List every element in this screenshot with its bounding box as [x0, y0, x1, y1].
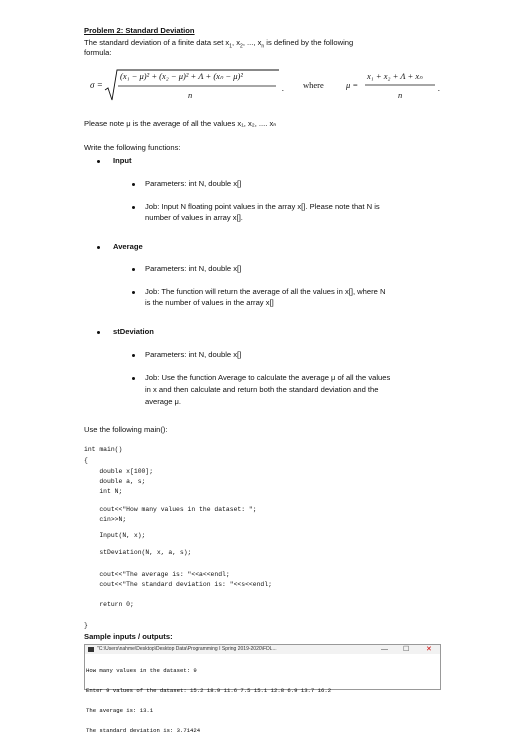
mu-numerator: x₁ + x₂ + Λ + xₙ [367, 71, 423, 81]
mu-period: . [438, 83, 441, 93]
code-line: Input(N, x); [84, 532, 146, 539]
maximize-icon[interactable]: ☐ [403, 646, 410, 653]
code-line: int main() [84, 446, 123, 453]
function-job: Job: The function will return the average of all the values in x[], where N [145, 287, 386, 296]
code-line: stDeviation(N, x, a, s); [84, 549, 192, 556]
console-output [86, 655, 331, 747]
sigma-symbol: σ = [90, 80, 103, 90]
code-line: cout<<"How many values in the dataset: "; [84, 506, 257, 513]
code-line: } [84, 622, 88, 629]
console-line: How many values in the dataset: 9 [86, 667, 197, 675]
intro-text: The standard deviation of a finite data set $x_1$, $x_2$, ..., $x_n$ is defined by the following [84, 38, 354, 50]
function-name-stdeviation: stDeviation [113, 327, 154, 336]
minimize-icon[interactable]: — [381, 646, 388, 653]
console-line: The standard deviation is: 3.71424 [86, 726, 201, 734]
bullet-icon [132, 206, 135, 209]
console-titlebar[interactable] [85, 645, 440, 654]
code-line: { [84, 457, 88, 464]
mu-fraction-bar [365, 84, 437, 87]
use-main-heading: Use the following main(): [84, 425, 168, 434]
function-job-cont: is the number of values in the array x[] [145, 298, 274, 307]
function-params: Parameters: int N, double x[] [145, 179, 242, 188]
formula-denominator: n [188, 90, 193, 100]
formula-period: . [282, 83, 285, 93]
code-line: cout<<"The standard deviation is: "<<s<<endl; [84, 581, 272, 588]
function-job: Job: Input N floating point values in the array x[]. Please note that N is [145, 202, 380, 211]
intro-text-line2: formula: [84, 48, 112, 57]
where-label: where [303, 80, 324, 90]
function-params: Parameters: int N, double x[] [145, 350, 242, 359]
bullet-icon [132, 291, 135, 294]
bullet-icon [132, 354, 135, 357]
console-line: The average is: 13.1 [86, 706, 154, 714]
sample-heading: Sample inputs / outputs: [84, 632, 173, 641]
console-line: Enter 9 values of the dataset: 15.2 18.9 11.6 7.5 15.1 12.8 6.9 13.7 16.2 [86, 686, 332, 694]
bullet-icon [132, 183, 135, 186]
function-job-cont: number of values in array x[]. [145, 213, 243, 222]
console-title: "C:\Users\nahme\Desktop\Desktop Data\Programming I Spring 2019-2020\FDL... [97, 646, 277, 652]
formula-numerator: (x₁ − μ)² + (x₂ − μ)² + Λ + (xₙ − μ)² [120, 71, 243, 81]
code-line: return 0; [84, 601, 134, 608]
bullet-icon [97, 160, 100, 163]
code-line: cin>>N; [84, 516, 127, 523]
console-window [84, 644, 441, 734]
code-line: double x[100]; [84, 468, 154, 475]
function-job: Job: Use the function Average to calculate the average μ of all the values [145, 373, 391, 382]
mu-note: Please note μ is the average of all the values x₁, x₂, .... xₙ [84, 119, 277, 128]
function-job-cont: average μ. [145, 397, 182, 406]
code-line: int N; [84, 488, 123, 495]
bullet-icon [97, 246, 100, 249]
function-name-average: Average [113, 242, 143, 251]
close-icon[interactable]: ✕ [426, 646, 432, 653]
function-job-cont: in x and then calculate and return both the standard deviation and the [145, 385, 379, 394]
mu-denominator: n [398, 90, 403, 100]
code-line: cout<<"The average is: "<<a<<endl; [84, 571, 230, 578]
console-app-icon [88, 647, 94, 652]
function-params: Parameters: int N, double x[] [145, 264, 242, 273]
bullet-icon [132, 268, 135, 271]
bullet-icon [132, 377, 135, 380]
function-name-input: Input [113, 156, 132, 165]
write-functions-heading: Write the following functions: [84, 143, 181, 152]
code-line: double a, s; [84, 478, 146, 485]
bullet-icon [97, 331, 100, 334]
mu-symbol: μ = [346, 80, 359, 90]
problem-title: Problem 2: Standard Deviation [84, 26, 195, 35]
